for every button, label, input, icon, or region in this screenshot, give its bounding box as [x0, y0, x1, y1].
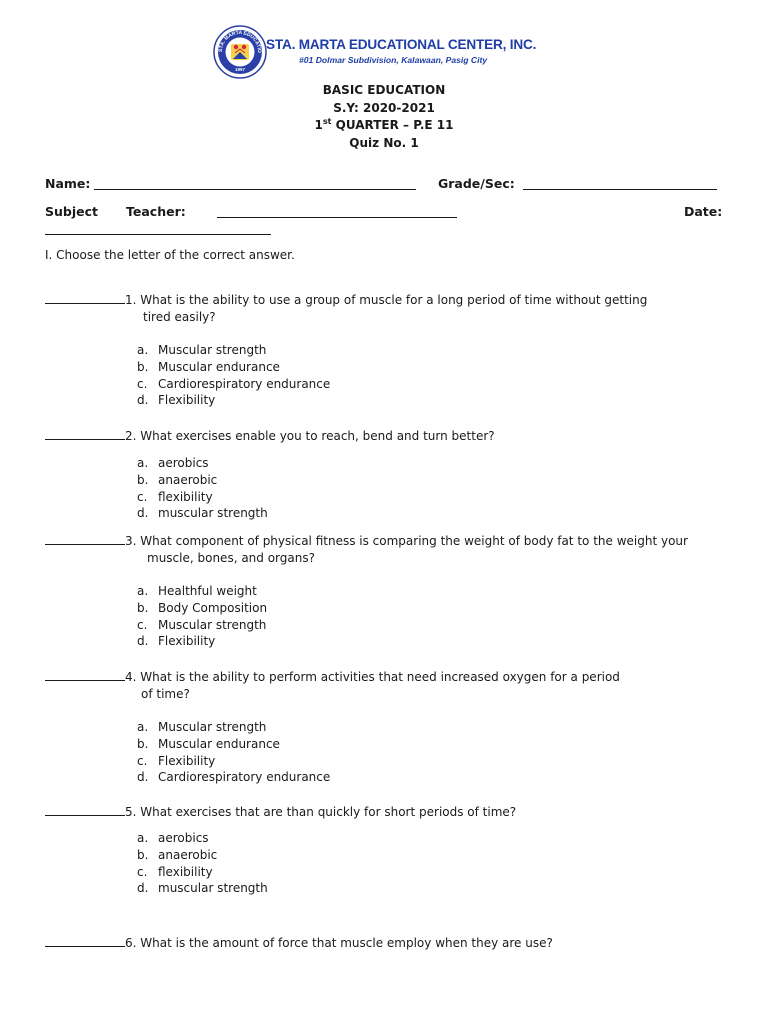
- answer-blank[interactable]: [45, 669, 125, 681]
- answer-blank[interactable]: [45, 292, 125, 304]
- date-label: Date:: [684, 204, 723, 219]
- title-basic-education: BASIC EDUCATION: [322, 83, 446, 97]
- teacher-label: Teacher:: [126, 204, 186, 219]
- choice: d. Flexibility: [137, 634, 216, 649]
- choice: d. Cardiorespiratory endurance: [137, 770, 331, 785]
- choice: a. aerobics: [137, 456, 209, 470]
- school-seal-icon: [213, 25, 267, 79]
- choice: c. Muscular strength: [137, 617, 267, 632]
- choice: a. Healthful weight: [137, 584, 257, 598]
- choices-4: [137, 719, 330, 786]
- choice: d. muscular strength: [137, 881, 268, 896]
- school-address: #01 Dolmar Subdivision, Kalawaan, Pasig City: [299, 55, 488, 65]
- choice: b. anaerobic: [137, 472, 218, 487]
- choices-2: [137, 455, 268, 522]
- choice: c. flexibility: [137, 489, 213, 504]
- name-label: Name:: [45, 176, 91, 191]
- grade-sec-label: Grade/Sec:: [438, 176, 515, 191]
- question-6: 6. What is the amount of force that muscle employ when they are use?: [45, 935, 735, 952]
- seal-year: 1997: [234, 67, 246, 72]
- choice: b. anaerobic: [137, 847, 218, 862]
- title-quarter: 1st QUARTER – P.E 11: [314, 117, 454, 132]
- choice: a. aerobics: [137, 831, 209, 845]
- title-quiz-number: Quiz No. 1: [349, 135, 419, 150]
- answer-blank[interactable]: [45, 428, 125, 440]
- choice: b. Body Composition: [137, 600, 268, 615]
- answer-blank[interactable]: [45, 804, 125, 816]
- question-4: 4. What is the ability to perform activities that need increased oxygen for a period of time?: [45, 669, 735, 703]
- title-school-year: S.Y: 2020-2021: [333, 100, 435, 115]
- school-name: STA. MARTA EDUCATIONAL CENTER, INC.: [266, 37, 537, 52]
- choices-1: [137, 342, 330, 409]
- choice: b. Muscular endurance: [137, 736, 280, 751]
- question-5: 5. What exercises that are than quickly for short periods of time?: [45, 804, 735, 821]
- question-2: 2. What exercises enable you to reach, bend and turn better?: [45, 428, 735, 445]
- answer-blank[interactable]: [45, 533, 125, 545]
- question-3: 3. What component of physical fitness is comparing the weight of body fat to the weight your muscle, bones, and organs?: [45, 533, 735, 567]
- choice: c. Flexibility: [137, 753, 216, 768]
- choice: c. Cardiorespiratory endurance: [137, 376, 331, 391]
- subject-label: Subject: [45, 204, 98, 219]
- seal-ring-text: STA. MARTA EDUCATIO: [217, 29, 263, 54]
- grade-sec-blank[interactable]: [523, 189, 717, 190]
- choice: a. Muscular strength: [137, 720, 267, 734]
- letterhead: [213, 25, 553, 81]
- date-blank[interactable]: [45, 234, 271, 235]
- choices-5: [137, 830, 268, 897]
- choice: d. Flexibility: [137, 393, 216, 408]
- answer-blank[interactable]: [45, 935, 125, 947]
- choice: c. flexibility: [137, 864, 213, 879]
- name-blank[interactable]: [94, 189, 416, 190]
- choices-3: [137, 583, 267, 650]
- instruction-text: I. Choose the letter of the correct answer.: [45, 248, 295, 262]
- choice: b. Muscular endurance: [137, 359, 280, 374]
- title-block: [0, 82, 768, 152]
- teacher-blank[interactable]: [217, 217, 457, 218]
- choice: a. Muscular strength: [137, 343, 267, 357]
- question-1: 1. What is the ability to use a group of muscle for a long period of time without getting tired easily?: [45, 292, 735, 326]
- choice: d. muscular strength: [137, 506, 268, 521]
